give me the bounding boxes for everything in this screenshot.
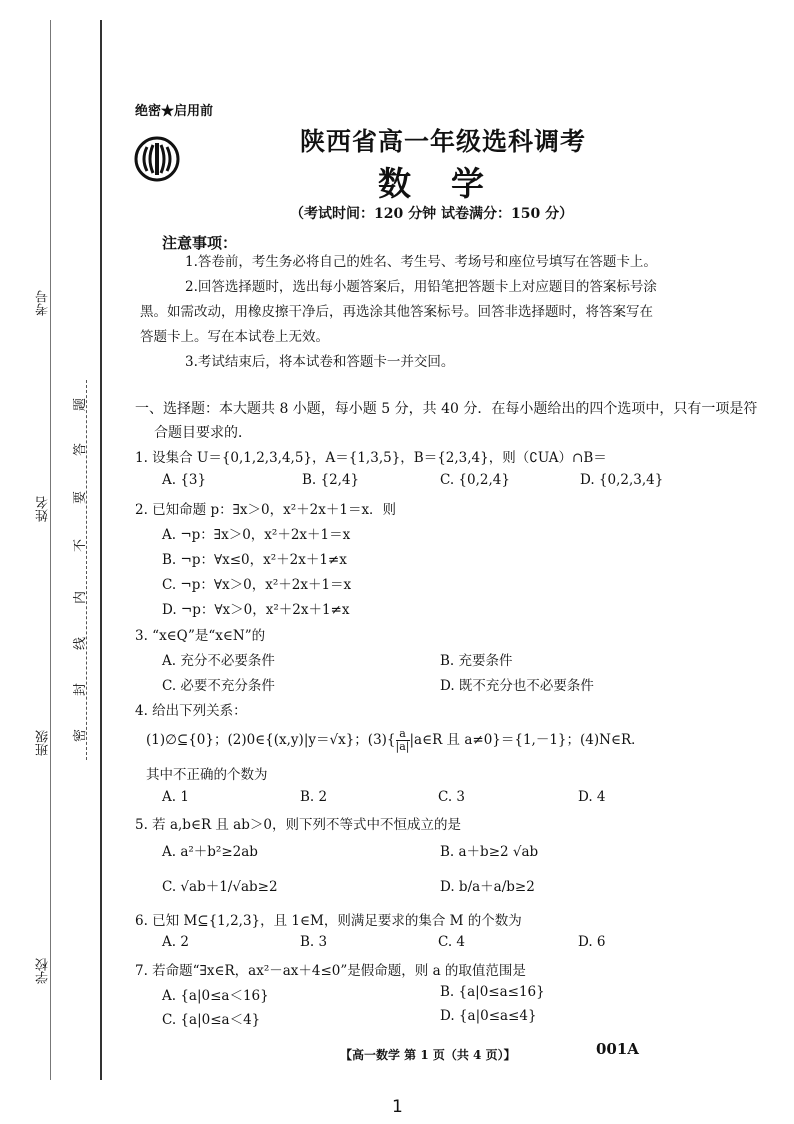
page-number: 1 [392,1097,403,1117]
note-item: 1.答卷前，考生务必将自己的姓名、考生号、考场号和座位号填写在答题卡上。 [185,254,657,270]
school-label: 学校 [36,958,51,984]
option: B. {a|0≤a≤16} [440,984,545,1000]
question-stem: 1. 设集合 U＝{0,1,2,3,4,5}，A＝{1,3,5}，B＝{2,3,4}，则（∁UA）∩B＝ [135,450,607,466]
option: B. 2 [300,789,328,805]
option: C. √ab＋1/√ab≥2 [162,879,278,895]
note-item: 答题卡上。写在本试卷上无效。 [140,329,329,345]
seal-char: 不 [73,538,89,553]
option: D. {a|0≤a≤4} [440,1008,537,1024]
publisher-logo-icon [133,135,181,183]
fraction-numerator: a [396,728,410,741]
exam-title: 陕西省高一年级选科调考 [300,127,587,156]
option: A. 充分不必要条件 [162,653,275,669]
option: A. a²＋b²≥2ab [162,844,258,860]
option: B. 3 [300,934,328,950]
confidential-mark: 绝密★启用前 [135,104,214,119]
option: A. ¬p：∃x＞0，x²＋2x＋1＝x [162,527,351,543]
binding-line-left [50,20,51,1080]
option: D. 4 [578,789,606,805]
option: C. {a|0≤a＜4} [162,1012,261,1028]
notes-heading: 注意事项： [162,234,238,252]
option: B. 充要条件 [440,653,513,669]
subject-title: 数学 [378,164,524,203]
section-heading-line: 一、选择题：本大题共 8 小题，每小题 5 分，共 40 分．在每小题给出的四个选项中，只有一项是符 [135,401,758,417]
option: D. 6 [578,934,606,950]
exam-number-label: 考号 [36,290,51,316]
option: C. 必要不充分条件 [162,678,275,694]
relation-list [146,728,645,753]
seal-char: 要 [73,490,89,505]
note-item: 3.考试结束后，将本试卷和答题卡一并交回。 [185,354,455,370]
note-item: 2.回答选择题时，选出每小题答案后，用铅笔把答题卡上对应题目的答案标号涂 [185,279,657,295]
relation-text: (1)∅⊆{0}；(2)0∈{(x,y)|y＝√x}；(3){ [146,732,396,748]
question-stem: 3. “x∈Q”是“x∈N”的 [135,628,266,644]
page-footer: 【高一数学 第 1 页（共 4 页）】 [340,1048,516,1062]
section-heading [135,397,775,445]
option: D. {0,2,3,4} [580,472,664,488]
option: D. 既不充分也不必要条件 [440,678,594,694]
option: A. 2 [162,934,189,950]
seal-char: 封 [73,682,89,697]
seal-char: 内 [73,590,89,605]
option: A. 1 [162,789,189,805]
option: B. {2,4} [302,472,360,488]
question-stem: 5. 若 a,b∈R 且 ab＞0，则下列不等式中不恒成立的是 [135,817,461,833]
option: C. 4 [438,934,466,950]
class-label: 班级 [36,730,51,756]
question-stem: 4. 给出下列关系： [135,703,247,719]
option: B. ¬p：∀x≤0，x²＋2x＋1≠x [162,552,347,568]
option: A. {a|0≤a＜16} [162,988,269,1004]
option: C. {0,2,4} [440,472,510,488]
seal-char: 答 [73,442,89,457]
question-stem: 6. 已知 M⊆{1,2,3}，且 1∈M，则满足要求的集合 M 的个数为 [135,913,522,929]
option: A. {3} [162,472,207,488]
exam-info: （考试时间：120 分钟 试卷满分：150 分） [290,206,574,222]
seal-line [86,380,87,760]
binding-line-right [100,20,102,1080]
fraction-denominator: |a| [395,740,410,753]
relation-text: |a∈R 且 a≠0}＝{1,－1}；(4)N∈R． [409,732,645,748]
name-label: 姓名 [36,496,51,522]
option: D. b/a＋a/b≥2 [440,879,535,895]
fraction [396,728,410,753]
option: C. ¬p：∀x＞0，x²＋2x＋1＝x [162,577,352,593]
question-stem: 7. 若命题“∃x∈R，ax²－ax＋4≤0”是假命题，则 a 的取值范围是 [135,963,526,979]
section-heading-line: 合题目要求的． [154,425,252,441]
question-prompt: 其中不正确的个数为 [146,767,268,783]
option: D. ¬p：∀x＞0，x²＋2x＋1≠x [162,602,350,618]
option: C. 3 [438,789,466,805]
seal-char: 密 [73,728,89,743]
seal-char: 题 [73,397,89,412]
note-item: 黑。如需改动，用橡皮擦干净后，再选涂其他答案标号。回答非选择题时，将答案写在 [140,304,653,320]
paper-code: 001A [596,1040,639,1058]
question-stem: 2. 已知命题 p：∃x＞0，x²＋2x＋1＝x．则 [135,502,397,518]
seal-char: 线 [73,636,89,651]
option: B. a＋b≥2 √ab [440,844,539,860]
